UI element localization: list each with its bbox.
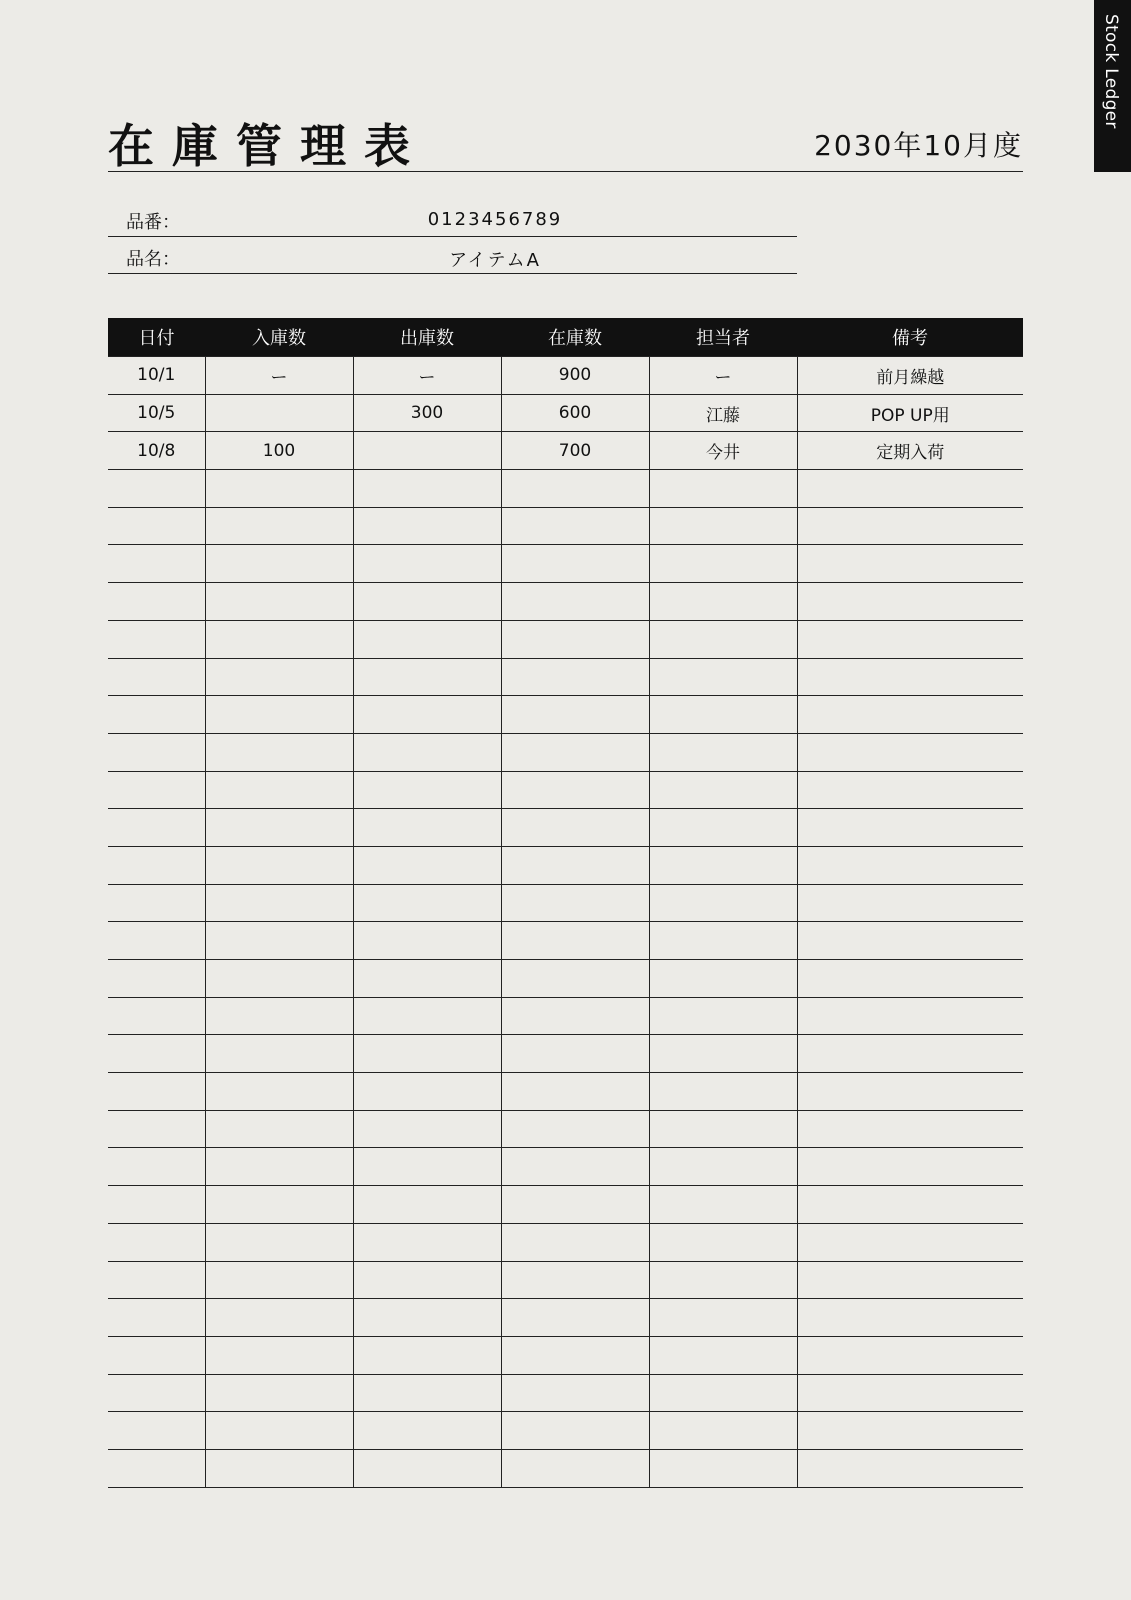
cell-outgoing xyxy=(353,960,501,998)
table-row xyxy=(108,545,1023,583)
cell-person xyxy=(649,583,797,621)
cell-outgoing: ー xyxy=(353,357,501,395)
cell-date xyxy=(108,1299,205,1337)
cell-date xyxy=(108,922,205,960)
cell-notes: 前月繰越 xyxy=(797,357,1023,395)
cell-date xyxy=(108,658,205,696)
cell-outgoing xyxy=(353,470,501,508)
cell-person xyxy=(649,1336,797,1374)
page-title: 在庫管理表 xyxy=(108,119,428,173)
cell-notes xyxy=(797,922,1023,960)
cell-incoming xyxy=(205,960,353,998)
cell-notes xyxy=(797,620,1023,658)
side-tab xyxy=(1094,0,1131,172)
cell-date xyxy=(108,545,205,583)
cell-outgoing xyxy=(353,1299,501,1337)
cell-date xyxy=(108,809,205,847)
cell-date xyxy=(108,846,205,884)
cell-notes xyxy=(797,1374,1023,1412)
cell-date xyxy=(108,1186,205,1224)
cell-stock xyxy=(501,583,649,621)
cell-stock xyxy=(501,545,649,583)
cell-stock: 600 xyxy=(501,394,649,432)
cell-incoming xyxy=(205,470,353,508)
cell-date xyxy=(108,1035,205,1073)
cell-notes xyxy=(797,1186,1023,1224)
table-row xyxy=(108,357,1023,395)
cell-stock xyxy=(501,1073,649,1111)
column-header-stock: 在庫数 xyxy=(501,318,649,357)
cell-outgoing xyxy=(353,1261,501,1299)
item-number-label: 品番： xyxy=(126,212,180,233)
cell-stock xyxy=(501,884,649,922)
item-number-value: 0123456789 xyxy=(427,209,563,230)
table-row xyxy=(108,960,1023,998)
column-header-person: 担当者 xyxy=(649,318,797,357)
table-row xyxy=(108,1261,1023,1299)
cell-date xyxy=(108,620,205,658)
table-row xyxy=(108,1299,1023,1337)
table-row xyxy=(108,1412,1023,1450)
table-row xyxy=(108,1186,1023,1224)
cell-date: 10/8 xyxy=(108,432,205,470)
cell-outgoing xyxy=(353,1412,501,1450)
cell-person xyxy=(649,696,797,734)
cell-notes xyxy=(797,1110,1023,1148)
cell-outgoing xyxy=(353,1073,501,1111)
cell-incoming xyxy=(205,1299,353,1337)
cell-outgoing xyxy=(353,507,501,545)
cell-incoming xyxy=(205,658,353,696)
cell-outgoing xyxy=(353,696,501,734)
cell-stock xyxy=(501,1035,649,1073)
title-divider xyxy=(108,171,1023,172)
cell-incoming xyxy=(205,583,353,621)
cell-stock xyxy=(501,1374,649,1412)
table-row xyxy=(108,771,1023,809)
cell-date xyxy=(108,696,205,734)
cell-stock xyxy=(501,1261,649,1299)
cell-date xyxy=(108,1223,205,1261)
cell-person xyxy=(649,1186,797,1224)
cell-date xyxy=(108,1412,205,1450)
cell-incoming xyxy=(205,1223,353,1261)
cell-stock xyxy=(501,960,649,998)
cell-notes xyxy=(797,1299,1023,1337)
cell-person xyxy=(649,1148,797,1186)
cell-date xyxy=(108,960,205,998)
column-header-date: 日付 xyxy=(108,318,205,357)
cell-stock xyxy=(501,846,649,884)
column-header-incoming: 入庫数 xyxy=(205,318,353,357)
cell-person: 今井 xyxy=(649,432,797,470)
cell-incoming xyxy=(205,620,353,658)
cell-incoming xyxy=(205,507,353,545)
cell-date xyxy=(108,1449,205,1487)
cell-incoming xyxy=(205,1035,353,1073)
side-tab-label: Stock Ledger xyxy=(1101,14,1121,129)
cell-notes xyxy=(797,771,1023,809)
cell-incoming xyxy=(205,846,353,884)
cell-outgoing xyxy=(353,922,501,960)
cell-outgoing xyxy=(353,771,501,809)
cell-outgoing xyxy=(353,1148,501,1186)
cell-date xyxy=(108,1261,205,1299)
table-row xyxy=(108,1073,1023,1111)
table-row xyxy=(108,922,1023,960)
cell-outgoing xyxy=(353,997,501,1035)
table-row xyxy=(108,1148,1023,1186)
cell-person xyxy=(649,846,797,884)
cell-incoming xyxy=(205,884,353,922)
table-row xyxy=(108,394,1023,432)
table-row xyxy=(108,997,1023,1035)
cell-outgoing xyxy=(353,846,501,884)
cell-notes xyxy=(797,884,1023,922)
cell-outgoing xyxy=(353,545,501,583)
cell-incoming xyxy=(205,809,353,847)
cell-person xyxy=(649,809,797,847)
cell-notes xyxy=(797,1035,1023,1073)
cell-stock xyxy=(501,809,649,847)
table-row xyxy=(108,583,1023,621)
cell-notes xyxy=(797,583,1023,621)
item-number-row xyxy=(108,200,797,237)
cell-outgoing xyxy=(353,809,501,847)
cell-date xyxy=(108,884,205,922)
cell-stock xyxy=(501,922,649,960)
cell-person: 江藤 xyxy=(649,394,797,432)
cell-outgoing xyxy=(353,1336,501,1374)
cell-outgoing xyxy=(353,1449,501,1487)
cell-person xyxy=(649,545,797,583)
cell-incoming xyxy=(205,1412,353,1450)
table-row xyxy=(108,884,1023,922)
cell-incoming xyxy=(205,771,353,809)
cell-person xyxy=(649,1299,797,1337)
cell-incoming xyxy=(205,1186,353,1224)
cell-date xyxy=(108,583,205,621)
cell-person xyxy=(649,620,797,658)
cell-date xyxy=(108,771,205,809)
cell-date xyxy=(108,997,205,1035)
cell-incoming xyxy=(205,922,353,960)
cell-stock xyxy=(501,507,649,545)
cell-date: 10/1 xyxy=(108,357,205,395)
cell-person xyxy=(649,997,797,1035)
cell-outgoing xyxy=(353,1223,501,1261)
item-name-value: アイテムA xyxy=(449,250,541,271)
stock-ledger-table xyxy=(108,318,1023,1488)
cell-outgoing xyxy=(353,432,501,470)
cell-outgoing xyxy=(353,884,501,922)
cell-notes xyxy=(797,1412,1023,1450)
cell-incoming xyxy=(205,1148,353,1186)
cell-incoming xyxy=(205,1110,353,1148)
cell-date xyxy=(108,733,205,771)
cell-stock xyxy=(501,997,649,1035)
cell-stock xyxy=(501,620,649,658)
cell-notes: 定期入荷 xyxy=(797,432,1023,470)
cell-incoming xyxy=(205,1449,353,1487)
cell-person xyxy=(649,1412,797,1450)
cell-outgoing xyxy=(353,1374,501,1412)
cell-incoming: 100 xyxy=(205,432,353,470)
cell-incoming: ー xyxy=(205,357,353,395)
cell-stock xyxy=(501,696,649,734)
table-row xyxy=(108,507,1023,545)
cell-notes xyxy=(797,1148,1023,1186)
cell-stock xyxy=(501,771,649,809)
cell-stock xyxy=(501,1186,649,1224)
cell-person xyxy=(649,1073,797,1111)
cell-person xyxy=(649,884,797,922)
period-label: 2030年10月度 xyxy=(814,129,1023,162)
cell-outgoing xyxy=(353,1035,501,1073)
cell-stock xyxy=(501,1223,649,1261)
cell-notes: POP UP用 xyxy=(797,394,1023,432)
table-header-row xyxy=(108,318,1023,357)
table-row xyxy=(108,1223,1023,1261)
cell-stock xyxy=(501,1148,649,1186)
column-header-notes: 備考 xyxy=(797,318,1023,357)
cell-person xyxy=(649,1035,797,1073)
cell-notes xyxy=(797,658,1023,696)
cell-incoming xyxy=(205,394,353,432)
cell-person xyxy=(649,1223,797,1261)
item-info xyxy=(108,200,797,274)
cell-person xyxy=(649,771,797,809)
cell-stock xyxy=(501,1412,649,1450)
cell-incoming xyxy=(205,733,353,771)
cell-person: ー xyxy=(649,357,797,395)
cell-stock: 900 xyxy=(501,357,649,395)
cell-outgoing xyxy=(353,658,501,696)
table-row xyxy=(108,846,1023,884)
cell-stock: 700 xyxy=(501,432,649,470)
cell-outgoing: 300 xyxy=(353,394,501,432)
table-row xyxy=(108,696,1023,734)
cell-notes xyxy=(797,507,1023,545)
table-row xyxy=(108,1110,1023,1148)
cell-stock xyxy=(501,1449,649,1487)
item-name-row xyxy=(108,237,797,274)
cell-notes xyxy=(797,997,1023,1035)
cell-notes xyxy=(797,809,1023,847)
item-name-label: 品名： xyxy=(126,249,180,270)
table-row xyxy=(108,470,1023,508)
cell-notes xyxy=(797,470,1023,508)
cell-notes xyxy=(797,1073,1023,1111)
cell-person xyxy=(649,507,797,545)
cell-outgoing xyxy=(353,733,501,771)
column-header-outgoing: 出庫数 xyxy=(353,318,501,357)
cell-outgoing xyxy=(353,583,501,621)
cell-date xyxy=(108,1073,205,1111)
cell-stock xyxy=(501,658,649,696)
cell-notes xyxy=(797,1449,1023,1487)
cell-notes xyxy=(797,1261,1023,1299)
table-row xyxy=(108,1336,1023,1374)
cell-stock xyxy=(501,733,649,771)
cell-stock xyxy=(501,1110,649,1148)
cell-incoming xyxy=(205,997,353,1035)
cell-date xyxy=(108,1110,205,1148)
cell-incoming xyxy=(205,696,353,734)
table-row xyxy=(108,809,1023,847)
cell-incoming xyxy=(205,1374,353,1412)
cell-stock xyxy=(501,470,649,508)
cell-notes xyxy=(797,1223,1023,1261)
cell-date xyxy=(108,507,205,545)
cell-notes xyxy=(797,545,1023,583)
table-row xyxy=(108,1035,1023,1073)
cell-stock xyxy=(501,1336,649,1374)
table-row xyxy=(108,1374,1023,1412)
cell-notes xyxy=(797,960,1023,998)
cell-outgoing xyxy=(353,1110,501,1148)
cell-person xyxy=(649,1110,797,1148)
cell-date: 10/5 xyxy=(108,394,205,432)
cell-person xyxy=(649,470,797,508)
cell-notes xyxy=(797,1336,1023,1374)
cell-person xyxy=(649,922,797,960)
cell-person xyxy=(649,733,797,771)
cell-date xyxy=(108,1374,205,1412)
cell-date xyxy=(108,470,205,508)
cell-person xyxy=(649,1449,797,1487)
table-row xyxy=(108,1449,1023,1487)
cell-incoming xyxy=(205,545,353,583)
cell-person xyxy=(649,1374,797,1412)
cell-person xyxy=(649,658,797,696)
table-body xyxy=(108,357,1023,1488)
cell-date xyxy=(108,1148,205,1186)
table-row xyxy=(108,658,1023,696)
cell-date xyxy=(108,1336,205,1374)
cell-outgoing xyxy=(353,1186,501,1224)
cell-stock xyxy=(501,1299,649,1337)
cell-outgoing xyxy=(353,620,501,658)
cell-person xyxy=(649,1261,797,1299)
cell-notes xyxy=(797,696,1023,734)
cell-notes xyxy=(797,733,1023,771)
table-row xyxy=(108,620,1023,658)
cell-incoming xyxy=(205,1336,353,1374)
table-row xyxy=(108,432,1023,470)
cell-person xyxy=(649,960,797,998)
cell-incoming xyxy=(205,1261,353,1299)
cell-incoming xyxy=(205,1073,353,1111)
cell-notes xyxy=(797,846,1023,884)
table-row xyxy=(108,733,1023,771)
